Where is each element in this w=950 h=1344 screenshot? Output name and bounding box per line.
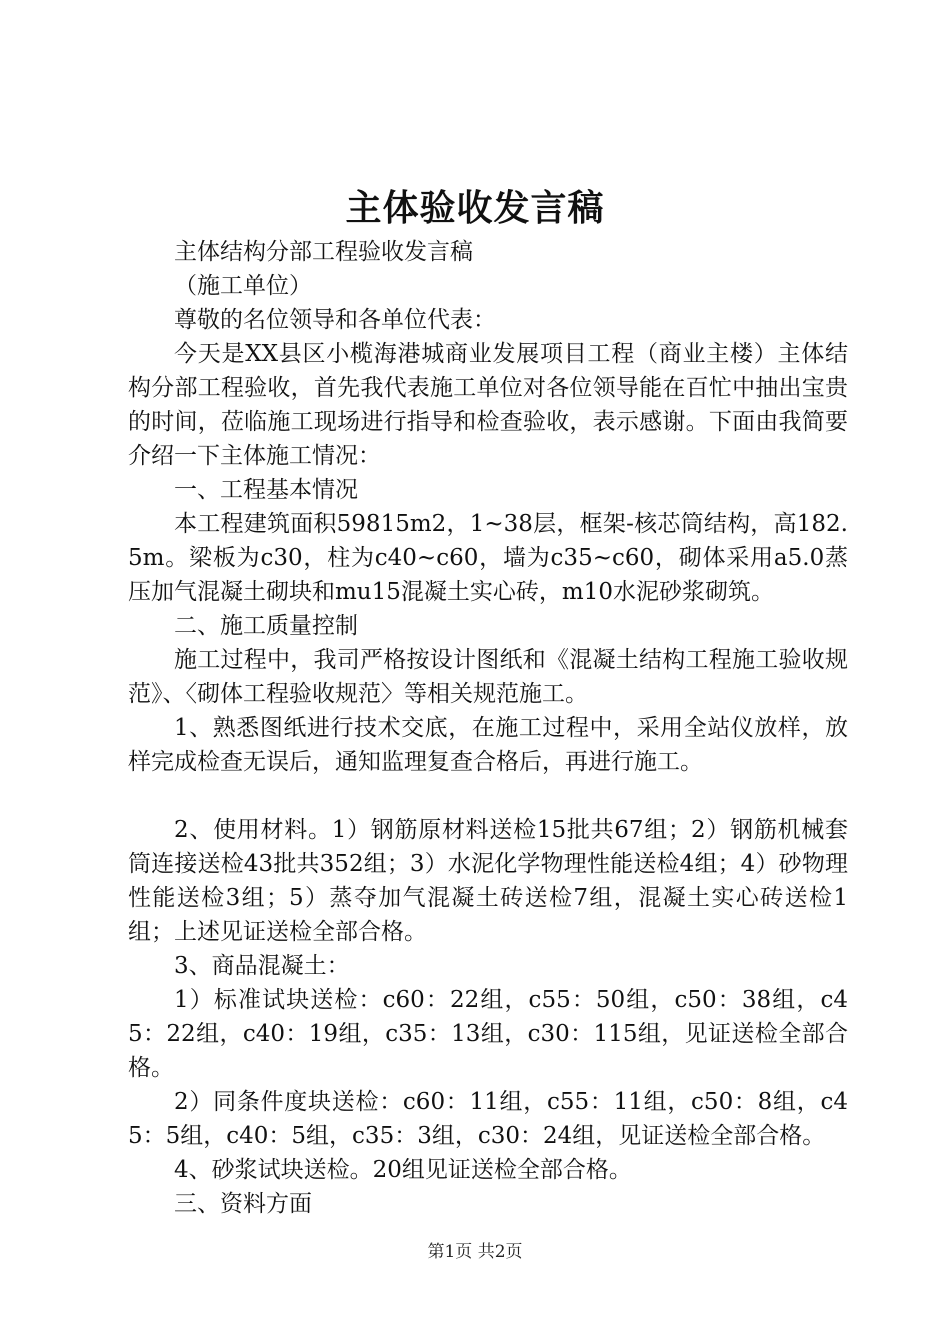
greeting-paragraph: 尊敬的名位领导和各单位代表： [174, 307, 496, 333]
page-footer: 第1页 共2页 [427, 1242, 523, 1262]
document-body [128, 235, 848, 1221]
subtitle-paragraph: 主体结构分部工程验收发言稿 [174, 239, 473, 265]
item-1-paragraph: 1、熟悉图纸进行技术交底，在施工过程中，采用全站仪放样，放样完成检查无误后，通知监理复查合格后，再进行施工。 [128, 715, 848, 775]
section-heading-3: 三、资料方面 [174, 1191, 312, 1217]
quality-control-paragraph: 施工过程中，我司严格按设计图纸和《混凝土结构工程施工验收规范》、〈砌体工程验收规范〉等相关规范施工。 [128, 647, 848, 707]
section-heading-2: 二、施工质量控制 [174, 613, 358, 639]
item-3-paragraph: 3、商品混凝土： [174, 953, 350, 979]
standard-test-block-paragraph: 1）标准试块送检：c60：22组，c55：50组，c50：38组，c45：22组，c40：19组，c35：13组，c30：115组，见证送检全部合格。 [128, 987, 848, 1081]
intro-paragraph: 今天是XX县区小榄海港城商业发展项目工程（商业主楼）主体结构分部工程验收，首先我代表施工单位对各位领导能在百忙中抽出宝贵的时间，莅临施工现场进行指导和检查验收，表示感谢。下面由我简要介绍一下主体施工情况： [128, 341, 848, 469]
speaker-paragraph: （施工单位） [174, 273, 312, 299]
item-4-paragraph: 4、砂浆试块送检。20组见证送检全部合格。 [174, 1157, 632, 1183]
item-2-paragraph: 2、使用材料。1）钢筋原材料送检15批共67组；2）钢筋机械套筒连接送检43批共352组；3）水泥化学物理性能送检4组；4）砂物理性能送检3组；5）蒸夺加气混凝土砖送检7组，混凝土实心砖送检1组；上述见证送检全部合格。 [128, 817, 848, 945]
same-condition-block-paragraph: 2）同条件度块送检：c60：11组，c55：11组，c50：8组，c45：5组，c40：5组，c35：3组，c30：24组，见证送检全部合格。 [128, 1089, 848, 1149]
document-title: 主体验收发言稿 [345, 187, 605, 229]
project-info-paragraph: 本工程建筑面积59815m2，1~38层，框架-核芯筒结构，高182.5m。梁板为c30，柱为c40~c60，墙为c35~c60，砌体采用a5.0蒸压加气混凝土砌块和mu15混凝土实心砖，m10水泥砂浆砌筑。 [128, 511, 848, 605]
section-heading-1: 一、工程基本情况 [174, 477, 358, 503]
